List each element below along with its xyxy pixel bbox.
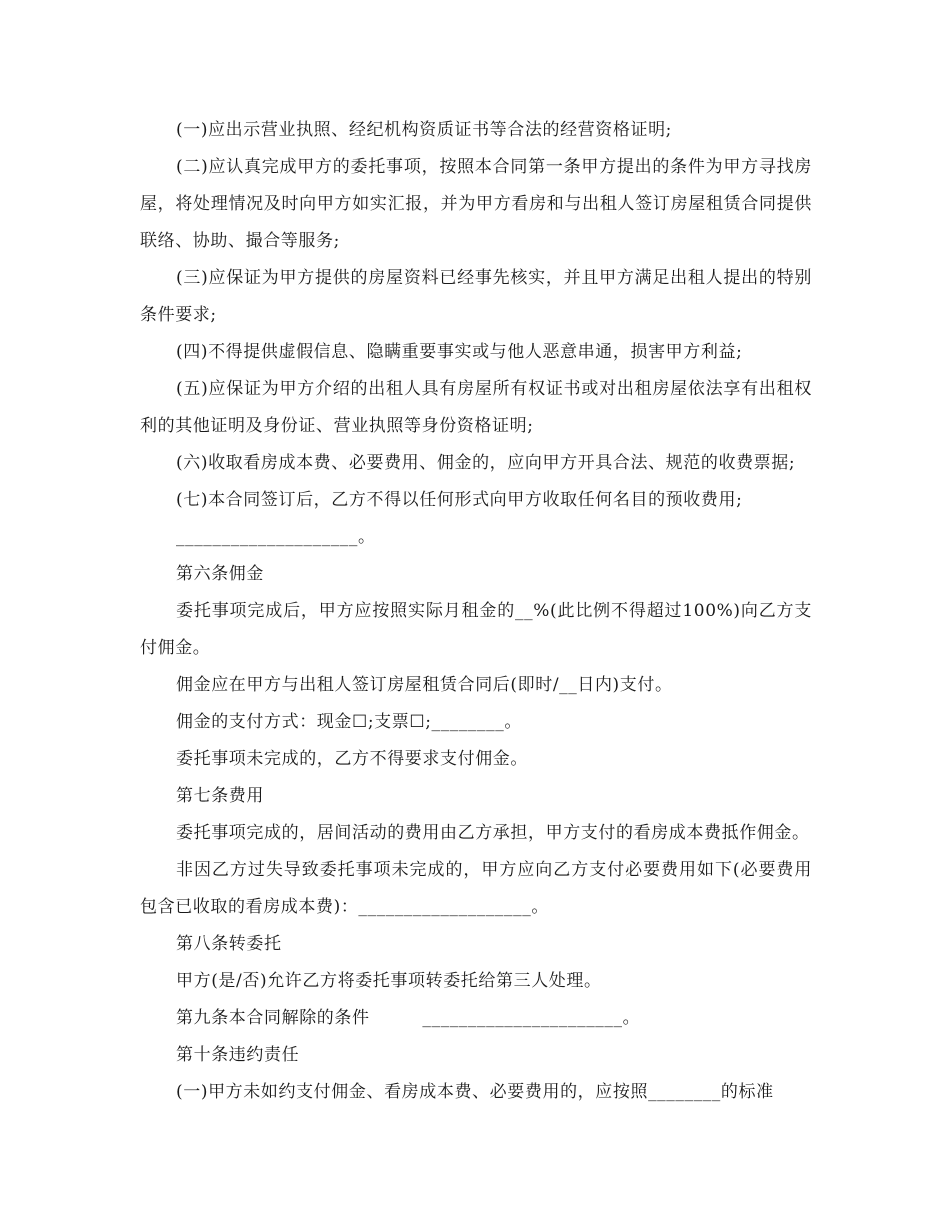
paragraph: 委托事项未完成的，乙方不得要求支付佣金。 [176, 749, 528, 769]
paragraph: 佣金应在甲方与出租人签订房屋租赁合同后(即时/__日内)支付。 [176, 675, 673, 695]
paragraph: 佣金的支付方式：现金☐;支票☐;________。 [176, 712, 522, 732]
paragraph: 委托事项完成的，居间活动的费用由乙方承担，甲方支付的看房成本费抵作佣金。 [176, 823, 810, 843]
blank-line: ____________________。 [176, 527, 376, 547]
section-heading-termination: 第九条本合同解除的条件 ______________________。 [176, 1008, 641, 1028]
section-heading-subdelegation: 第八条转委托 [176, 934, 282, 954]
clause-item-7: (七)本合同签订后，乙方不得以任何形式向甲方收取任何名目的预收费用; [176, 490, 743, 510]
clause-item-3: (三)应保证为甲方提供的房屋资料已经事先核实，并且甲方满足出租人提出的特别条件要求; [140, 268, 812, 325]
paragraph: 非因乙方过失导致委托事项未完成的，甲方应向乙方支付必要费用如下(必要费用包含已收取的看房成本费)：___________________。 [140, 860, 812, 917]
section-heading-liability: 第十条违约责任 [176, 1045, 300, 1065]
paragraph: 甲方(是/否)允许乙方将委托事项转委托给第三人处理。 [176, 971, 602, 991]
section-heading-fees: 第七条费用 [176, 786, 264, 806]
document-body [140, 112, 812, 1111]
clause-item-4: (四)不得提供虚假信息、隐瞒重要事实或与他人恶意串通，损害甲方利益; [176, 342, 743, 362]
clause-item-5: (五)应保证为甲方介绍的出租人具有房屋所有权证书或对出租房屋依法享有出租权利的其他证明及身份证、营业执照等身份资格证明; [140, 379, 812, 436]
clause-item-1: (一)应出示营业执照、经纪机构资质证书等合法的经营资格证明; [176, 120, 672, 140]
section-heading-commission: 第六条佣金 [176, 564, 264, 584]
clause-item-2: (二)应认真完成甲方的委托事项，按照本合同第一条甲方提出的条件为甲方寻找房屋，将处理情况及时向甲方如实汇报，并为甲方看房和与出租人签订房屋租赁合同提供联络、协助、撮合等服务; [140, 157, 812, 251]
clause-item-liability-1: (一)甲方未如约支付佣金、看房成本费、必要费用的，应按照________的标准 [176, 1082, 774, 1102]
clause-item-6: (六)收取看房成本费、必要费用、佣金的，应向甲方开具合法、规范的收费票据; [176, 453, 796, 473]
paragraph: 委托事项完成后，甲方应按照实际月租金的__%(此比例不得超过100%)向乙方支付佣金。 [140, 601, 812, 658]
